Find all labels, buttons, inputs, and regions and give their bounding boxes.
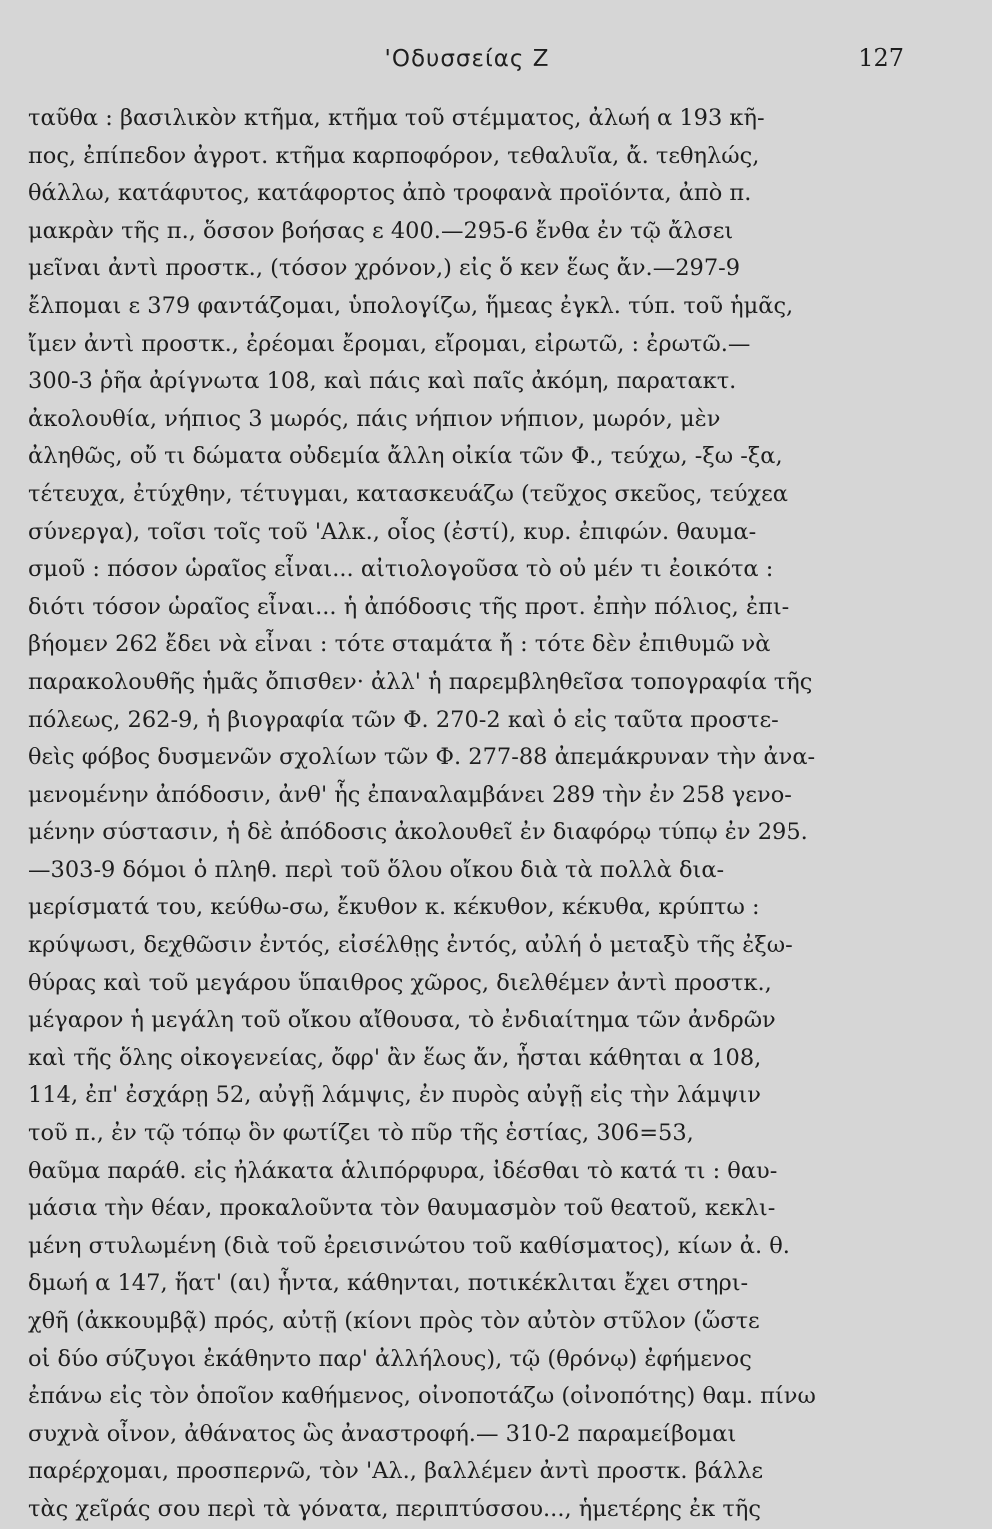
text-line: μεῖναι ἀντὶ προστκ., (τόσον χρόνον,) εἰς ὅ κεν ἕως ἄν.—297-9: [28, 255, 741, 282]
text-line: μέγαρον ἡ μεγάλη τοῦ οἴκου αἴθουσα, τὸ ἐνδιαίτημα τῶν ἀνδρῶν: [28, 1007, 776, 1034]
text-line: δμωή α 147, ἥατ' (αι) ἧντα, κάθηνται, ποτικέκλιται ἔχει στηρι-: [28, 1270, 749, 1297]
text-line: θύρας καὶ τοῦ μεγάρου ὕπαιθρος χῶρος, διελθέμεν ἀντὶ προστκ.,: [28, 969, 772, 996]
text-line: οἱ δύο σύζυγοι ἐκάθηντο παρ' ἀλλήλους), τῷ (θρόνῳ) ἐφήμενος: [28, 1345, 752, 1372]
text-line: σύνεργα), τοῖσι τοῖς τοῦ 'Αλκ., οἷος (ἐστί), κυρ. ἐπιφών. θαυμα-: [28, 518, 757, 545]
text-line: τὰς χεῖράς σου περὶ τὰ γόνατα, περιπτύσσου..., ἡμετέρης ἐκ τῆς: [28, 1495, 761, 1522]
text-line: πόλεως, 262-9, ἡ βιογραφία τῶν Φ. 270-2 καὶ ὁ εἰς ταῦτα προστε-: [28, 706, 779, 733]
text-line: μένην σύστασιν, ἡ δὲ ἀπόδοσις ἀκολουθεῖ ἐν διαφόρῳ τύπῳ ἐν 295.: [28, 819, 808, 846]
text-line: σμοῦ : πόσον ὡραῖος εἶναι... αἰτιολογοῦσα τὸ οὐ μέν τι ἐοικότα :: [28, 556, 774, 583]
commentary-text: [28, 100, 873, 1529]
text-line: μερίσματά του, κεύθω-σω, ἔκυθον κ. κέκυθον, κέκυθα, κρύπτω :: [28, 894, 760, 921]
text-line: μένη στυλωμένη (διὰ τοῦ ἐρεισινώτου τοῦ καθίσματος), κίων ἀ. θ.: [28, 1232, 790, 1259]
running-title: 'Οδυσσείας Ζ: [384, 46, 550, 72]
page-number: 127: [858, 44, 904, 72]
text-line: παρέρχομαι, προσπερνῶ, τὸν 'Αλ., βαλλέμεν ἀντὶ προστκ. βάλλε: [28, 1458, 764, 1485]
text-line: χθῆ (ἀκκουμβᾷ) πρός, αὐτῇ (κίονι πρὸς τὸν αὐτὸν στῦλον (ὥστε: [28, 1308, 760, 1334]
text-line: —303-9 δόμοι ὁ πληθ. περὶ τοῦ ὅλου οἴκου διὰ τὰ πολλὰ δια-: [28, 856, 725, 883]
text-line: διότι τόσον ὡραῖος εἶναι... ἡ ἀπόδοσις τῆς προτ. ἐπὴν πόλιος, ἐπι-: [28, 593, 790, 620]
text-line: παρακολουθῆς ἡμᾶς ὄπισθεν· ἀλλ' ἡ παρεμβληθεῖσα τοπογραφία τῆς: [28, 668, 813, 695]
text-line: ἀκολουθία, νήπιος 3 μωρός, πάις νήπιον νήπιον, μωρόν, μὲν: [28, 405, 721, 432]
text-line: ἴμεν ἀντὶ προστκ., ἐρέομαι ἔρομαι, εἴρομαι, εἰρωτῶ, : ἐρωτῶ.—: [28, 330, 751, 357]
text-line: τέτευχα, ἐτύχθην, τέτυγμαι, κατασκευάζω (τεῦχος σκεῦος, τεύχεα: [28, 480, 788, 507]
text-line: 114, ἐπ' ἐσχάρῃ 52, αὐγῇ λάμψις, ἐν πυρὸς αὐγῇ εἰς τὴν λάμψιν: [28, 1082, 761, 1109]
text-line: θαῦμα παράθ. εἰς ἠλάκατα ἁλιπόρφυρα, ἰδέσθαι τὸ κατά τι : θαυ-: [28, 1157, 778, 1184]
text-line: βήομεν 262 ἔδει νὰ εἶναι : τότε σταμάτα ἤ : τότε δὲν ἐπιθυμῶ νὰ: [28, 631, 771, 658]
text-line: πος, ἐπίπεδον ἀγροτ. κτῆμα καρποφόρον, τεθαλυῖα, ἄ. τεθηλώς,: [28, 142, 760, 169]
text-line: καὶ τῆς ὅλης οἰκογενείας, ὄφρ' ἂν ἕως ἄν, ἧσται κάθηται α 108,: [28, 1044, 762, 1071]
text-line: ταῦθα : βασιλικὸν κτῆμα, κτῆμα τοῦ στέμματος, ἀλωή α 193 κῆ-: [28, 105, 765, 131]
text-line: μακρὰν τῆς π., ὅσσον βοήσας ε 400.—295-6 ἔνθα ἐν τῷ ἄλσει: [28, 217, 734, 244]
text-line: θάλλω, κατάφυτος, κατάφορτος ἀπὸ τροφανὰ προϊόντα, ἀπὸ π.: [28, 180, 752, 207]
text-line: θεὶς φόβος δυσμενῶν σχολίων τῶν Φ. 277-88 ἀπεμάκρυναν τὴν ἀνα-: [28, 744, 816, 771]
text-line: μενομένην ἀπόδοσιν, ἀνθ' ἧς ἐπαναλαμβάνει 289 τὴν ἐν 258 γενο-: [28, 781, 792, 808]
text-line: ἔλπομαι ε 379 φαντάζομαι, ὑπολογίζω, ἥμεας ἐγκλ. τύπ. τοῦ ἡμᾶς,: [28, 292, 794, 319]
text-line: 300-3 ῥῆα ἀρίγνωτα 108, καὶ πάις καὶ παῖς ἀκόμη, παρατακτ.: [28, 368, 737, 395]
text-line: μάσια τὴν θέαν, προκαλοῦντα τὸν θαυμασμὸν τοῦ θεατοῦ, κεκλι-: [28, 1195, 776, 1222]
text-line: τοῦ π., ἐν τῷ τόπῳ ὃν φωτίζει τὸ πῦρ τῆς ἑστίας, 306=53,: [28, 1120, 694, 1147]
text-line: συχνὰ οἶνον, ἀθάνατος ὣς ἀναστροφή.— 310-2 παραμείβομαι: [28, 1420, 737, 1447]
text-line: ἐπάνω εἰς τὸν ὁποῖον καθήμενος, οἰνοποτάζω (οἰνοπότης) θαμ. πίνω: [28, 1383, 816, 1410]
text-line: ἀληθῶς, οὔ τι δώματα οὐδεμία ἄλλη οἰκία τῶν Φ., τεύχω, -ξω -ξα,: [28, 443, 783, 470]
text-line: κρύψωσι, δεχθῶσιν ἐντός, εἰσέλθῃς ἐντός, αὐλή ὁ μεταξὺ τῆς ἐξω-: [28, 932, 793, 959]
running-head: [30, 40, 904, 80]
